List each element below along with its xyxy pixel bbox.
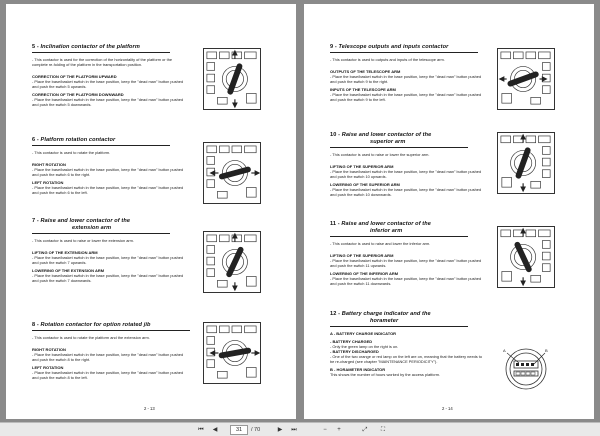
page-number: 2 - 13 [144, 406, 155, 411]
section-5-heading: 5 - Inclination contactor of the platform [32, 44, 140, 50]
svg-text:B: B [545, 348, 548, 353]
section-7-heading: 7 - Raise and lower contactor of the extension arm [32, 218, 131, 231]
subheading: RIGHT ROTATION [32, 347, 66, 352]
paragraph: - Place the base/basket switch in the base position, keep the "dead man" button pushed and push the switch 9 to the left. [330, 92, 482, 102]
left-page [6, 4, 296, 419]
subheading: - BATTERY DISCHARGED [330, 349, 379, 354]
subheading: OUTPUTS OF THE TELESCOPE ARM [330, 69, 401, 74]
subheading: LIFTING OF THE EXTENSION ARM [32, 250, 98, 255]
prev-page-icon[interactable]: ◀ [212, 427, 218, 433]
fullscreen-icon[interactable]: ⛶ [380, 427, 386, 433]
subheading: - BATTERY CHARGED [330, 339, 373, 344]
subheading: LOWERING OF THE INFERIOR ARM [330, 271, 399, 276]
paragraph: - Place the base/basket switch in the base position, keep the "dead man" button pushed and push the switch 6 to the right. [32, 167, 184, 177]
next-page-icon[interactable]: ▶ [277, 427, 283, 433]
paragraph: - Place the base/basket switch in the base position, keep the "dead man" button pushed and push the switch 10 upwards. [330, 169, 482, 179]
paragraph: - Place the base/basket switch in the base position, keep the "dead man" button pushed and push the switch 6 to the left. [32, 185, 184, 195]
zoom-in-icon[interactable]: + [337, 427, 341, 433]
section-7-desc: - This contactor is used to raise or lower the extension arm. [32, 238, 134, 243]
control-panel-figure-7 [203, 231, 261, 293]
section-6-desc: - This contactor is used to rotate the platform. [32, 150, 111, 155]
right-page [304, 4, 594, 419]
page-number: 2 - 14 [442, 406, 453, 411]
subheading: CORRECTION OF THE PLATFORM DOWNWARD [32, 92, 124, 97]
subheading: LOWERING OF THE EXTENSION ARM [32, 268, 105, 273]
subheading: B - HORAMETER INDICATOR [330, 367, 386, 372]
section-10-desc: - This contactor is used to raise or lower the superior arm. [330, 152, 430, 157]
section-10-heading: 10 - Raise and lower contactor of the superior arm [330, 132, 432, 145]
paragraph: - Place the base/basket switch in the base position, keep the "dead man" button pushed and push the switch 9 to the right. [330, 74, 482, 84]
paragraph: - One of the two orange or red lamp on the left are on, meaning that the battery needs to be re-charged (see chapter "MAINTENANCE PERIODICITY"). [330, 354, 483, 364]
subheading: A - BATTERY CHARGE INDICATOR [330, 331, 397, 336]
section-8-heading: 8 - Rotation contactor for option rotated jib [32, 322, 151, 328]
subheading: LIFTING OF THE SUPERIOR ARM [330, 164, 394, 169]
subheading: INPUTS OF THE TELESCOPE ARM [330, 87, 396, 92]
paragraph: - Place the base/basket switch in the base position, keep the "dead man" button pushed and push the switch 8 to the left. [32, 370, 184, 380]
page-total: / 70 [251, 427, 261, 433]
subheading: LEFT ROTATION [32, 365, 64, 370]
subheading: CORRECTION OF THE PLATFORM UPWARD [32, 74, 117, 79]
paragraph: - Place the base/basket switch in the base position, keep the "dead man" button pushed and push the switch 5 upwards. [32, 79, 184, 89]
paragraph: - Place the base/basket switch in the base position, keep the "dead man" button pushed and push the switch 11 downwards. [330, 276, 482, 286]
subheading: LEFT ROTATION [32, 180, 64, 185]
subheading: LIFTING OF THE SUPERIOR ARM [330, 253, 394, 258]
last-page-icon[interactable]: ⏭ [291, 427, 297, 433]
section-9-desc: - This contactor is used to outputs and inputs of the telescope arm. [330, 57, 445, 62]
paragraph: - Place the base/basket switch in the base position, keep the "dead man" button pushed and push the switch 10 downwards. [330, 187, 482, 197]
control-panel-figure-9 [497, 48, 555, 110]
paragraph: - Place the base/basket switch in the base position, keep the "dead man" button pushed and push the switch 5 downwards. [32, 97, 184, 107]
subheading: LOWERING OF THE SUPERIOR ARM [330, 182, 400, 187]
control-panel-figure-11 [497, 226, 555, 288]
section-9-heading: 9 - Telescope outputs and inputs contactor [330, 44, 449, 50]
battery-horameter-figure [497, 331, 555, 399]
subheading: RIGHT ROTATION [32, 162, 66, 167]
paragraph: - Place the base/basket switch in the base position, keep the "dead man" button pushed and push the switch 7 downwards. [32, 273, 184, 283]
section-6-heading: 6 - Platform rotation contactor [32, 137, 116, 143]
zoom-out-icon[interactable]: − [323, 427, 327, 433]
section-11-desc: - This contactor is used to raise and lower the inferior arm. [330, 241, 431, 246]
pdf-navigation-toolbar [0, 422, 600, 436]
paragraph: - Place the base/basket switch in the base position, keep the "dead man" button pushed and push the switch 11 upwards. [330, 258, 482, 268]
control-panel-figure-6 [203, 142, 261, 204]
section-11-heading: 11 - Raise and lower contactor of the inferior arm [330, 221, 431, 234]
page-number-input[interactable]: 31 [230, 425, 248, 435]
paragraph: This shows the number of hours worked by the access platform. [330, 372, 441, 377]
first-page-icon[interactable]: ⏮ [198, 427, 204, 433]
section-12-heading: 12 - Battery charge indicator and the horameter [330, 311, 431, 324]
paragraph: - Place the base/basket switch in the base position, keep the "dead man" button pushed and push the switch 7 upwards. [32, 255, 184, 265]
control-panel-figure-10 [497, 132, 555, 194]
fit-page-icon[interactable]: ⤢ [362, 427, 368, 433]
section-5-desc: - This contactor is used for the correction of the horizontality of the platform or the complete re-folding of the platform in the transportation position. [32, 57, 173, 67]
paragraph: - Place the base/basket switch in the base position, keep the "dead man" button pushed and push the switch 8 to the right. [32, 352, 184, 362]
control-panel-figure-8 [203, 322, 261, 384]
control-panel-figure-5 [203, 48, 261, 110]
section-8-desc: - This contactor is used to rotate the platform and the extension arm. [32, 335, 150, 340]
svg-text:A: A [503, 348, 506, 353]
paragraph: - Only the green lamp on the right is on. [330, 344, 399, 349]
